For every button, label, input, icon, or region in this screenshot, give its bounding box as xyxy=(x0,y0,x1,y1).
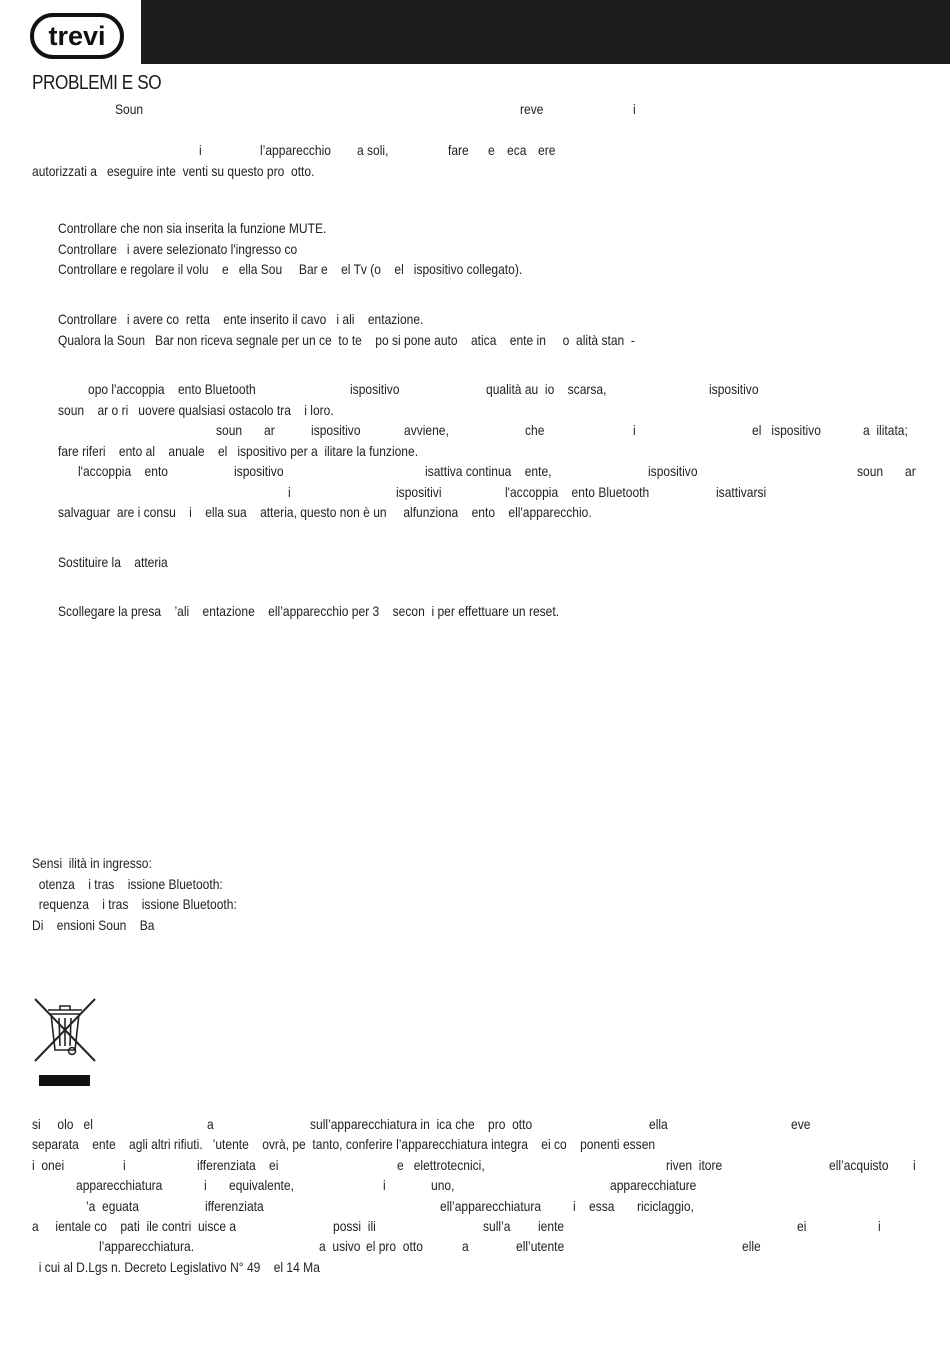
disposal-fragment: equivalente, xyxy=(229,1177,294,1193)
disposal-fragment: uno, xyxy=(431,1177,455,1193)
intro-fragment: Soun xyxy=(115,101,144,117)
disposal-fragment: ella xyxy=(649,1116,668,1132)
bluetooth-fragment: soun ar o ri uovere qualsiasi ostacolo tra i loro. xyxy=(58,402,334,418)
disposal-fragment: apparecchiature xyxy=(610,1177,697,1193)
weee-underline-bar xyxy=(39,1075,90,1086)
disposal-fragment: ell’utente xyxy=(516,1238,565,1254)
bluetooth-fragment: opo l'accoppia ento Bluetooth xyxy=(88,381,256,397)
bluetooth-fragment: ispositivo xyxy=(350,381,400,397)
trevi-logo-icon xyxy=(30,12,125,60)
disposal-fragment: ei xyxy=(797,1218,807,1234)
bluetooth-fragment: avviene, xyxy=(404,422,449,438)
intro-fragment: l’apparecchio xyxy=(260,142,331,158)
bluetooth-fragment: ispositivi xyxy=(396,484,442,500)
disposal-fragment: i xyxy=(878,1218,881,1234)
disposal-fragment: ifferenziata ei xyxy=(197,1157,279,1173)
bluetooth-fragment: isattiva continua ente, xyxy=(425,463,552,479)
bluetooth-fragment: ispositivo xyxy=(234,463,284,479)
disposal-fragment: i xyxy=(573,1198,576,1214)
bluetooth-fragment: salvaguar are i consu i ella sua atteria, questo non è un alfunziona ento ell'apparecchio. xyxy=(58,504,592,520)
audio-check: Controllare e regolare il volu e ella Sou Bar e el Tv (o el ispositivo collegato). xyxy=(58,261,523,277)
disposal-fragment: riciclaggio, xyxy=(637,1198,694,1214)
disposal-fragment: a xyxy=(462,1238,469,1254)
bluetooth-fragment: soun xyxy=(857,463,884,479)
disposal-fragment: a ientale co pati ile contri uisce a xyxy=(32,1218,237,1234)
disposal-fragment: a xyxy=(207,1116,214,1132)
intro-fragment: reve xyxy=(520,101,544,117)
intro-fragment: i xyxy=(199,142,202,158)
disposal-fragment: i xyxy=(123,1157,126,1173)
disposal-fragment: elle xyxy=(742,1238,761,1254)
disposal-fragment: l’apparecchiatura. xyxy=(99,1238,195,1254)
weee-crossed-bin-icon xyxy=(32,996,98,1064)
disposal-fragment: ifferenziata xyxy=(205,1198,264,1214)
spec-label: Di ensioni Soun Ba xyxy=(32,917,155,933)
intro-fragment: ere xyxy=(538,142,556,158)
bluetooth-fragment: i xyxy=(288,484,291,500)
battery-tip: Sostituire la atteria xyxy=(58,554,168,570)
disposal-fragment: iente xyxy=(538,1218,565,1234)
disposal-fragment: sull’a xyxy=(483,1218,511,1234)
disposal-fragment: eve xyxy=(791,1116,811,1132)
bluetooth-fragment: a ilitata; xyxy=(863,422,908,438)
audio-check: Controllare i avere selezionato l'ingresso co xyxy=(58,241,298,257)
disposal-fragment: sull’apparecchiatura in ica che pro otto xyxy=(310,1116,533,1132)
disposal-fragment: possi ili xyxy=(333,1218,376,1234)
bluetooth-fragment: che xyxy=(525,422,545,438)
audio-check: Controllare che non sia inserita la funzione MUTE. xyxy=(58,220,327,236)
disposal-fragment: apparecchiatura xyxy=(76,1177,163,1193)
intro-fragment: e xyxy=(488,142,495,158)
power-check: Controllare i avere co retta ente inserito il cavo i ali entazione. xyxy=(58,311,424,327)
disposal-fragment: i xyxy=(204,1177,207,1193)
intro-fragment: fare xyxy=(448,142,469,158)
disposal-fragment: i xyxy=(383,1177,386,1193)
power-check: Qualora la Soun Bar non riceva segnale per un ce to te po si pone auto atica ente in o alità stan - xyxy=(58,332,635,348)
bluetooth-fragment: soun xyxy=(216,422,243,438)
bluetooth-fragment: ispositivo xyxy=(709,381,759,397)
spec-label: Sensi ilità in ingresso: xyxy=(32,855,152,871)
disposal-fragment: essa xyxy=(589,1198,615,1214)
bluetooth-fragment: ar xyxy=(264,422,275,438)
bluetooth-fragment: fare riferi ento al anuale el ispositivo per a ilitare la funzione. xyxy=(58,443,419,459)
intro-fragment: eca xyxy=(507,142,527,158)
bluetooth-fragment: ispositivo xyxy=(648,463,698,479)
reset-tip: Scollegare la presa ’ali entazione ell’apparecchio per 3 secon i per effettuare un reset. xyxy=(58,603,560,619)
disposal-fragment: ell’apparecchiatura xyxy=(440,1198,542,1214)
disposal-fragment: e elettrotecnici, xyxy=(397,1157,485,1173)
disposal-fragment: ’a eguata xyxy=(86,1198,139,1214)
disposal-fragment: el pro otto xyxy=(366,1238,423,1254)
spec-label: requenza i tras issione Bluetooth: xyxy=(32,896,237,912)
disposal-fragment: ell’acquisto xyxy=(829,1157,889,1173)
spec-label: otenza i tras issione Bluetooth: xyxy=(32,876,223,892)
intro-fragment: autorizzati a eseguire inte venti su questo pro otto. xyxy=(32,163,315,179)
disposal-fragment: si olo el xyxy=(32,1116,93,1132)
intro-fragment: i xyxy=(633,101,636,117)
header-bar xyxy=(141,0,950,64)
page-title: PROBLEMI E SO xyxy=(32,72,162,94)
disposal-fragment: separata ente agli altri rifiuti. ’utente ovrà, pe tanto, conferire l’apparecchiatura integra ei co ponenti essen xyxy=(32,1136,656,1152)
disposal-fragment: i cui al D.Lgs n. Decreto Legislativo N° 49 el 14 Ma xyxy=(32,1259,320,1275)
bluetooth-fragment: isattivarsi xyxy=(716,484,767,500)
disposal-fragment: riven itore xyxy=(666,1157,723,1173)
bluetooth-fragment: ispositivo xyxy=(311,422,361,438)
bluetooth-fragment: i xyxy=(633,422,636,438)
bluetooth-fragment: qualità au io scarsa, xyxy=(486,381,607,397)
disposal-fragment: i xyxy=(913,1157,916,1173)
bluetooth-fragment: ar xyxy=(905,463,916,479)
intro-fragment: a soli, xyxy=(357,142,389,158)
bluetooth-fragment: el ispositivo xyxy=(752,422,821,438)
bluetooth-fragment: l'accoppia ento xyxy=(78,463,168,479)
disposal-fragment: a usivo xyxy=(319,1238,361,1254)
bluetooth-fragment: l'accoppia ento Bluetooth xyxy=(505,484,650,500)
logo-text: trevi xyxy=(48,21,106,51)
disposal-fragment: i onei xyxy=(32,1157,65,1173)
